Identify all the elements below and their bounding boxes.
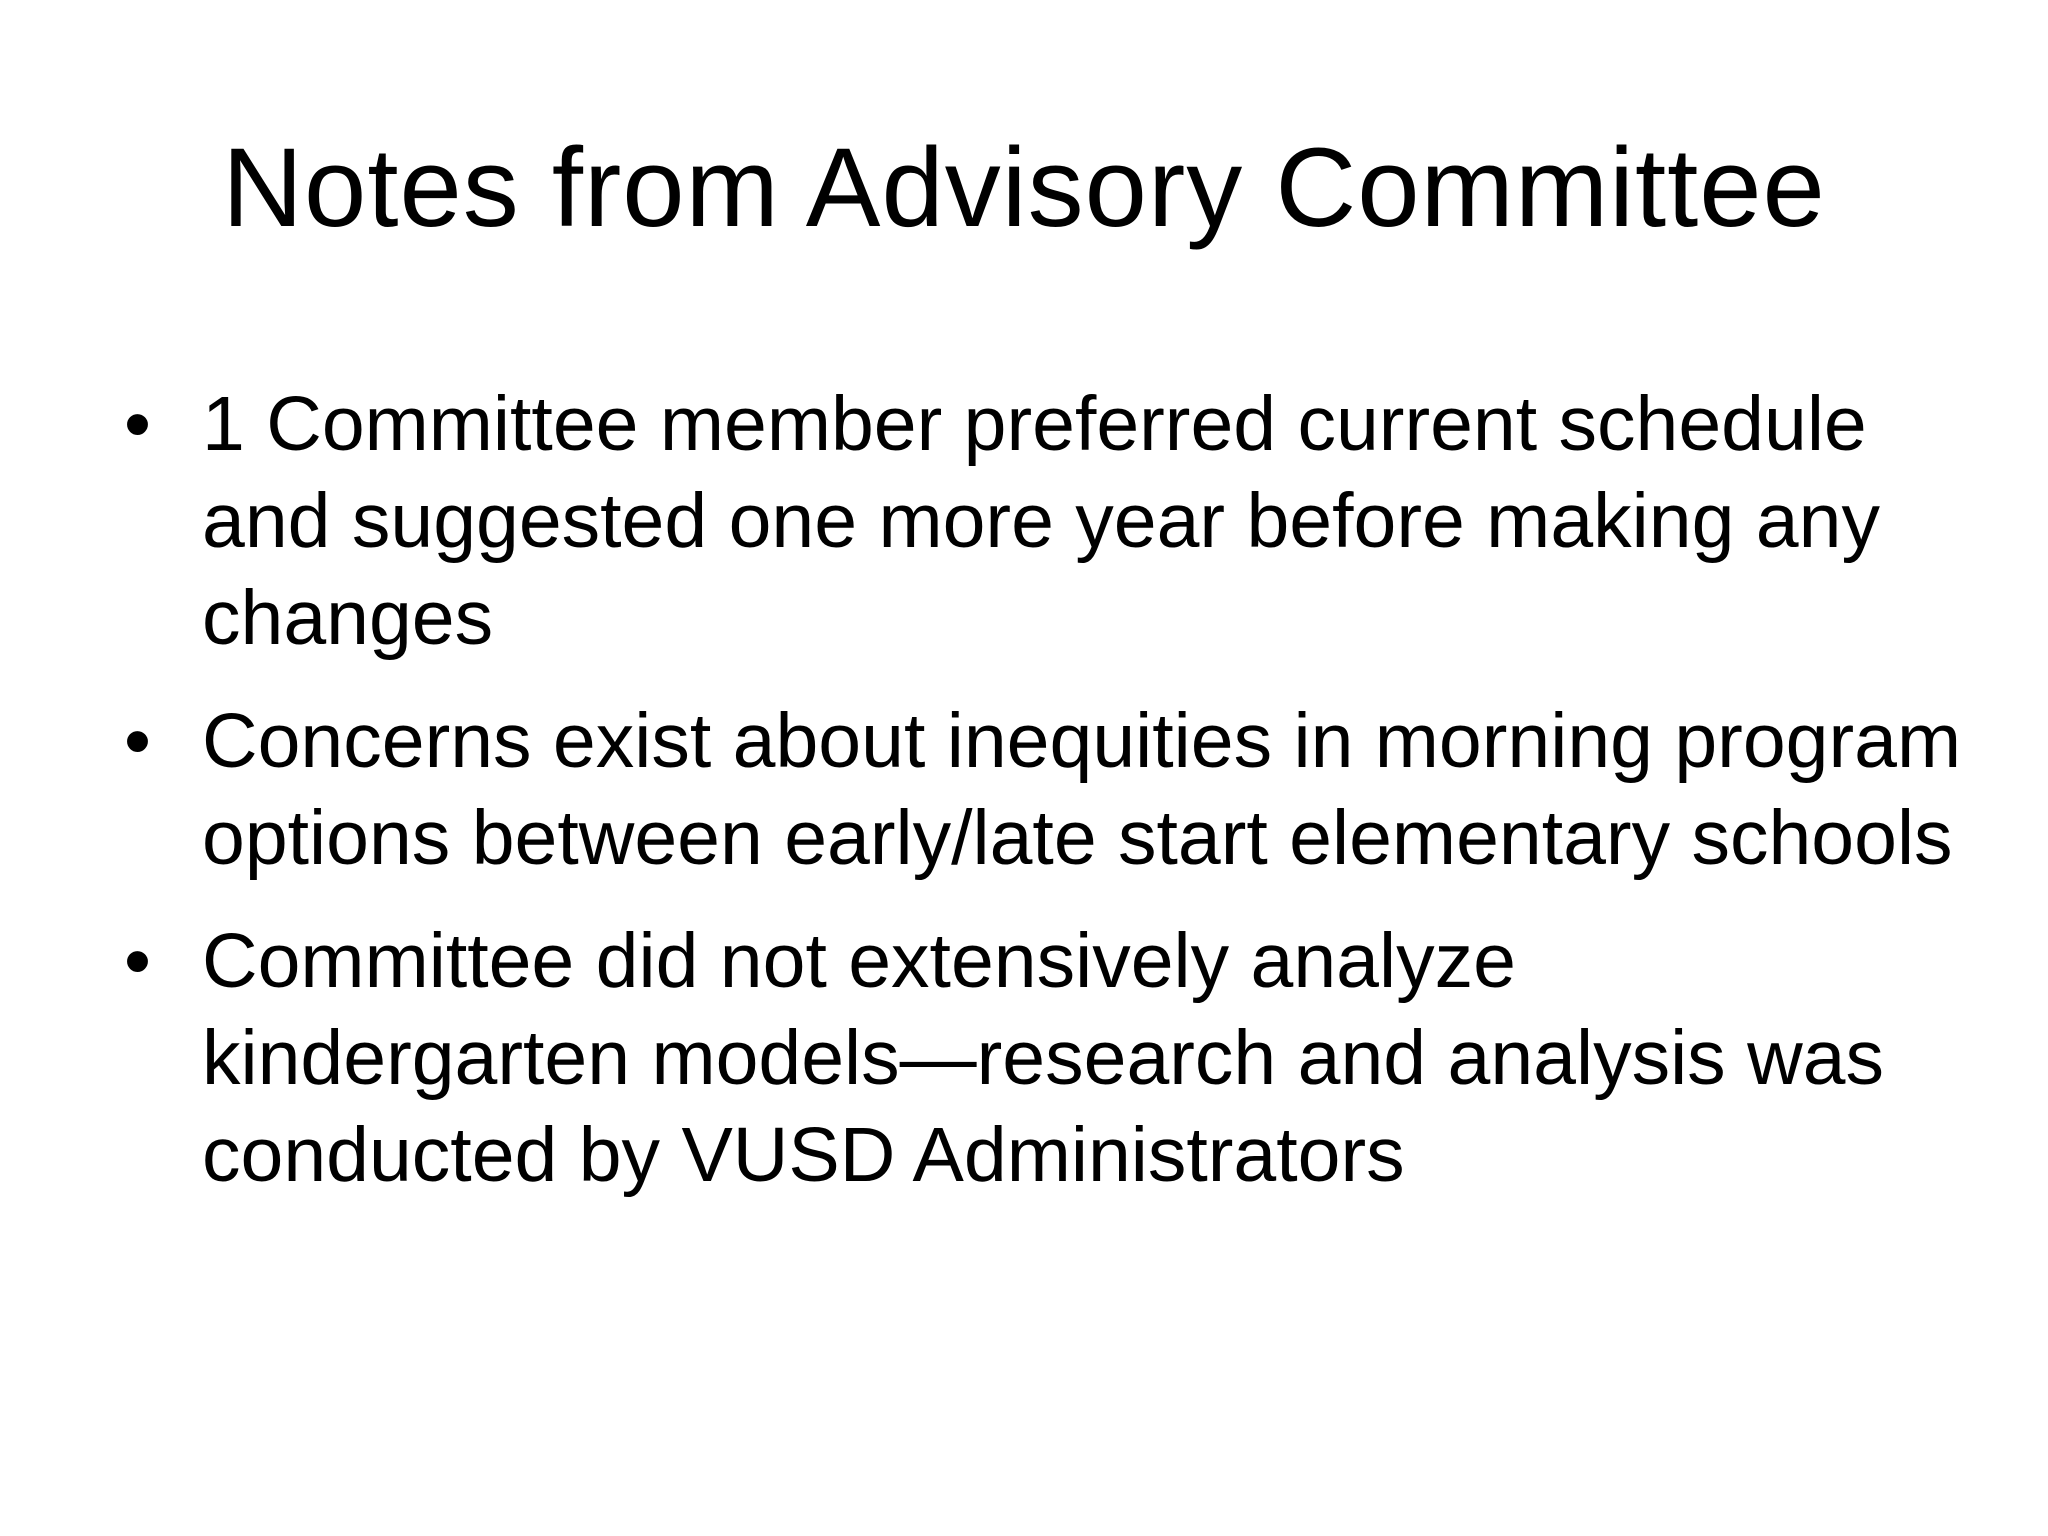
bullet-text-3: Committee did not extensively analyze kindergarten models—research and analysis was conducted by VUSD Administrators (202, 918, 1885, 1198)
bullet-item-3 (124, 913, 1964, 1204)
bullet-icon: • (124, 918, 151, 1004)
bullet-text-1: 1 Committee member preferred current schedule and suggested one more year before making any changes (202, 381, 1880, 661)
bullet-item-1 (124, 376, 1964, 667)
bullet-list (124, 376, 1964, 1230)
bullet-item-2 (124, 693, 1964, 887)
bullet-icon: • (124, 381, 151, 467)
bullet-icon: • (124, 698, 151, 784)
bullet-text-2: Concerns exist about inequities in morning program options between early/late start elementary schools (202, 698, 1962, 881)
slide-title: Notes from Advisory Committee (222, 125, 1826, 250)
